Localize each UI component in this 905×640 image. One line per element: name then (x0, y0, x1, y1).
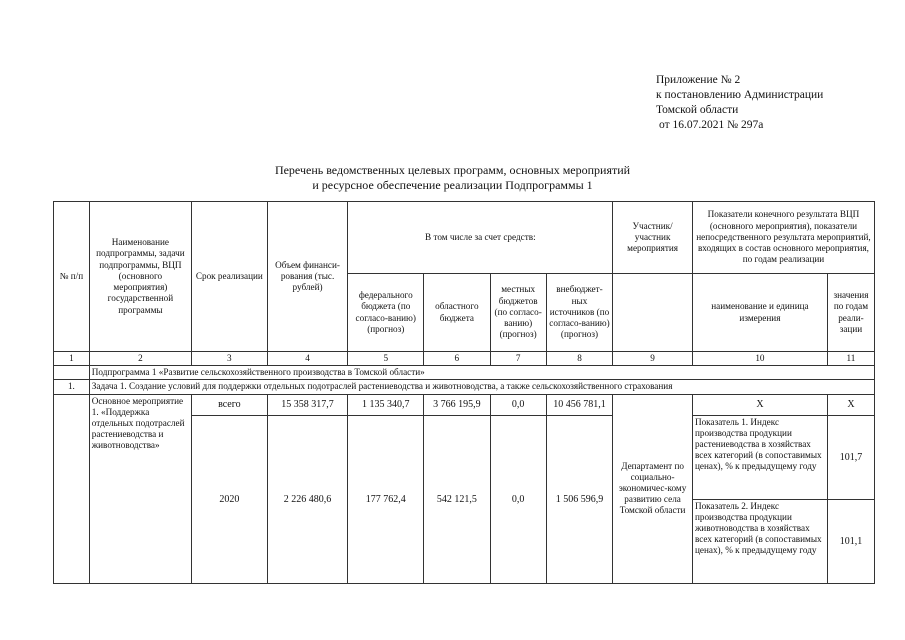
subprogram-row: Подпрограмма 1 «Развитие сельскохозяйственного производства в Томской области» (89, 366, 874, 380)
total-offbudget: 10 456 781,1 (546, 394, 612, 415)
appendix-line-1: Приложение № 2 (656, 74, 741, 86)
total-federal: 1 135 340,7 (348, 394, 424, 415)
y2020-offbudget: 1 506 596,9 (546, 415, 612, 583)
header-participant-empty (613, 274, 693, 352)
col-number: 5 (348, 352, 424, 366)
header-period: Срок реализации (192, 202, 268, 352)
measure-num-empty (54, 394, 90, 583)
header-num: № п/п (54, 202, 90, 352)
indicator-1-name: Показатель 1. Индекс производства продукции растениеводства в хозяйствах всех категорий (в сопоставимых ценах), % к предыдущему году (692, 415, 827, 499)
header-indicator-value: значения по годам реали-зации (827, 274, 874, 352)
col-number: 9 (613, 352, 693, 366)
total-regional: 3 766 195,9 (424, 394, 490, 415)
header-regional: областного бюджета (424, 274, 490, 352)
header-name: Наименование подпрограммы, задачи подпрограммы, ВЦП (основного мероприятия) государственной программы (89, 202, 191, 352)
measure-participant: Департамент по социально-экономичес-кому развитию села Томской области (613, 394, 693, 583)
header-volume: Объем финанси-рования (тыс. рублей) (267, 202, 348, 352)
y2020-local: 0,0 (490, 415, 546, 583)
header-participant: Участник/ участник мероприятия (613, 202, 693, 274)
measure-name: Основное мероприятие 1. «Поддержка отдельных подотраслей растениеводства и животноводства» (89, 394, 191, 583)
title-line-1: Перечень ведомственных целевых программ, основных мероприятий (274, 163, 631, 177)
y2020-period: 2020 (192, 415, 268, 583)
header-indicator-name: наименование и единица измерения (692, 274, 827, 352)
col-number: 8 (546, 352, 612, 366)
total-local: 0,0 (490, 394, 546, 415)
subprogram-num-empty (54, 366, 90, 380)
col-number: 11 (827, 352, 874, 366)
col-number: 10 (692, 352, 827, 366)
task-num: 1. (54, 380, 90, 394)
y2020-volume: 2 226 480,6 (267, 415, 348, 583)
col-number: 3 (192, 352, 268, 366)
y2020-federal: 177 762,4 (348, 415, 424, 583)
col-number: 6 (424, 352, 490, 366)
header-sources: В том числе за счет средств: (348, 202, 613, 274)
total-period: всего (192, 394, 268, 415)
appendix-line-3: Томской области (656, 104, 739, 116)
indicator-1-value: 101,7 (827, 415, 874, 499)
col-number: 7 (490, 352, 546, 366)
header-offbudget: внебюджет-ных источников (по согласо-ванию) (прогноз) (546, 274, 612, 352)
document-title (0, 163, 905, 193)
col-number: 2 (89, 352, 191, 366)
indicator-2-name: Показатель 2. Индекс производства продукции животноводства в хозяйствах всех категорий (в сопоставимых ценах), % к предыдущему году (692, 499, 827, 583)
appendix-line-4: от 16.07.2021 № 297а (659, 119, 764, 131)
y2020-regional: 542 121,5 (424, 415, 490, 583)
total-indicator-name: Х (692, 394, 827, 415)
appendix-block (656, 73, 823, 133)
col-number: 4 (267, 352, 348, 366)
title-line-2: и ресурсное обеспечение реализации Подпрограммы 1 (312, 178, 593, 192)
header-indicators: Показатели конечного результата ВЦП (основного мероприятия), показатели непосредственного результата мероприятий, входящих в состав основного мероприятия, по годам реализации (692, 202, 874, 274)
appendix-line-2: к постановлению Администрации (656, 89, 824, 101)
task-row: Задача 1. Создание условий для поддержки отдельных подотраслей растениеводства и животноводства, а также сельскохозяйственного страхования (89, 380, 874, 394)
program-table (53, 201, 875, 584)
col-number: 1 (54, 352, 90, 366)
total-volume: 15 358 317,7 (267, 394, 348, 415)
indicator-2-value: 101,1 (827, 499, 874, 583)
header-local: местных бюджетов (по согласо-ванию) (прогноз) (490, 274, 546, 352)
total-indicator-value: Х (827, 394, 874, 415)
header-federal: федерального бюджета (по согласо-ванию) (прогноз) (348, 274, 424, 352)
